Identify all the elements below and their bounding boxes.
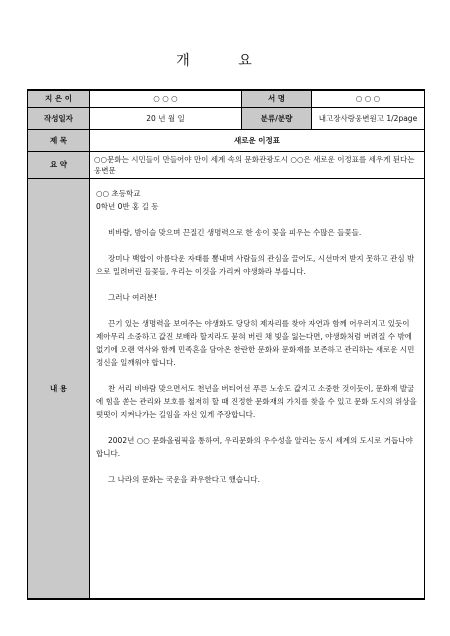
content-body <box>90 178 425 599</box>
summary-label: 요 약 <box>28 151 90 178</box>
content-label: 내 용 <box>28 178 90 599</box>
paragraph: 끈기 있는 생명력을 보여주는 야생화도 당당히 제자리를 찾아 자연과 함께 어우러지고 있듯이 제아무리 소중하고 값진 보배라 할지라도 묻혀 버린 채 빛을 잃는다면, 야생화처럼 버려질 수 밖에 없기에 오랜 역사와 함께 민족혼을 담아온 찬란한 문화와 문화재를 보존하고 관리하는 새로운 시민정신을 일깨워야 합니다. <box>96 318 415 367</box>
author-value: ○ ○ ○ <box>90 90 242 107</box>
author-label: 지 은 이 <box>28 90 90 107</box>
paragraph: 장미나 백합이 아름다운 자태를 뽐내며 사람들의 관심을 끌어도, 시선마저 받지 못하고 관심 밖으로 밀려버린 들꽃들, 우리는 이것을 가리켜 야생화라 부릅니다. <box>96 253 415 276</box>
date-value: 20 년 월 일 <box>90 107 242 129</box>
category-label: 분류/분량 <box>242 107 312 129</box>
name-value: ○ ○ ○ <box>312 90 425 107</box>
paragraph: 그 나라의 문화는 국운을 좌우한다고 했습니다. <box>108 474 260 484</box>
subject-label: 제 목 <box>28 129 90 151</box>
overview-form <box>27 89 425 600</box>
document-title: 개 요 <box>176 53 274 69</box>
subject-value: 새로운 이정표 <box>90 129 425 151</box>
name-label: 서 명 <box>242 90 312 107</box>
paragraph: 비바람, 밤이슬 맞으며 끈질긴 생명력으로 한 송이 꽃을 피우는 수많은 들꽃들. <box>108 227 362 237</box>
student-line: 0학년 0반 홍 길 동 <box>96 201 159 211</box>
category-value: 내고장사랑웅변원고 1/2page <box>312 107 425 129</box>
summary-value: ○○문화는 시민들이 만들어야 만이 세계 속의 문화관광도시 ○○은 새로운 이정표를 세우게 된다는 웅변문 <box>90 151 425 178</box>
paragraph: 찬 서리 비바람 맞으면서도 천년을 버티어선 푸른 노송도 값지고 소중한 것이듯이, 문화재 발굴에 힘을 쏟는 관리와 보호를 철저히 할 때 진정한 문화재의 가치를 찾을 수 있고 문화 도시의 위상을 떳떳이 지켜나가는 길임을 자신 있게 주장합니다. <box>96 383 417 419</box>
paragraph: 2002년 ○○ 문화올림픽을 통하여, 우리문화의 우수성을 알리는 동시 세계의 도시로 거듭나야 합니다. <box>96 435 413 458</box>
date-label: 작성일자 <box>28 107 90 129</box>
school-line: ○○ 초등학교 <box>96 188 141 198</box>
paragraph: 그러나 여러분! <box>108 292 157 302</box>
